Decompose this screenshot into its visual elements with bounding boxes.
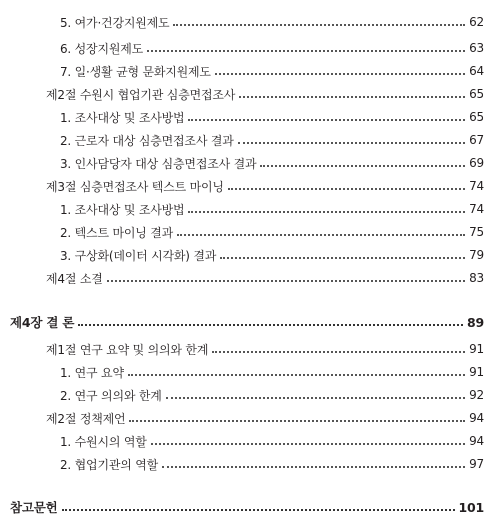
toc-entry[interactable] <box>0 199 484 219</box>
toc-chapter[interactable] <box>0 497 484 517</box>
toc-entry[interactable] <box>0 107 484 127</box>
toc-chapter-label: 참고문헌 <box>10 500 58 515</box>
dot-leader <box>188 211 465 213</box>
toc-page-number: 63 <box>469 41 484 55</box>
toc-page-number: 65 <box>469 87 484 101</box>
toc-page-number: 67 <box>469 133 484 147</box>
dot-leader <box>162 466 465 468</box>
toc-page-number: 101 <box>458 499 484 515</box>
dot-leader <box>228 188 465 190</box>
toc-page-number: 83 <box>469 271 484 285</box>
toc-section[interactable] <box>0 84 484 104</box>
toc-section[interactable] <box>0 408 484 428</box>
toc-entry[interactable] <box>0 38 484 58</box>
toc-section-label: 제4절 소결 <box>46 271 103 286</box>
toc-entry-label: 2. 연구 의의와 한계 <box>60 388 162 403</box>
dot-leader <box>212 351 465 353</box>
toc-entry-label: 1. 조사대상 및 조사방법 <box>60 110 185 125</box>
toc-entry[interactable] <box>0 12 484 32</box>
toc-chapter[interactable] <box>0 312 484 332</box>
toc-entry[interactable] <box>0 385 484 405</box>
dot-leader <box>107 280 466 282</box>
toc-section[interactable] <box>0 176 484 196</box>
toc-page-number: 94 <box>469 434 484 448</box>
toc-entry-label: 7. 일·생활 균형 문화지원제도 <box>60 64 211 79</box>
toc-entry-label: 5. 여가·건강지원제도 <box>60 15 170 30</box>
dot-leader <box>62 509 455 511</box>
toc-page-number: 91 <box>469 365 484 379</box>
toc-page-number: 65 <box>469 110 484 124</box>
toc-entry-label: 6. 성장지원제도 <box>60 41 144 56</box>
toc-entry[interactable] <box>0 222 484 242</box>
dot-leader <box>151 443 465 445</box>
dot-leader <box>260 165 465 167</box>
toc-entry-label: 2. 텍스트 마이닝 결과 <box>60 225 174 240</box>
toc-entry-label: 3. 구상화(데이터 시각화) 결과 <box>60 248 217 263</box>
toc-entry-label: 2. 협업기관의 역할 <box>60 457 159 472</box>
toc-page-number: 64 <box>469 64 484 78</box>
toc-entry[interactable] <box>0 245 484 265</box>
dot-leader <box>220 257 465 259</box>
toc-page-number: 92 <box>469 388 484 402</box>
toc-entry-label: 1. 조사대상 및 조사방법 <box>60 202 185 217</box>
toc-entry-label: 1. 수원시의 역할 <box>60 434 147 449</box>
toc-entry[interactable] <box>0 362 484 382</box>
toc-entry-label: 3. 인사담당자 대상 심층면접조사 결과 <box>60 156 257 171</box>
dot-leader <box>188 119 465 121</box>
toc-entry[interactable] <box>0 130 484 150</box>
toc-page-number: 74 <box>469 179 484 193</box>
toc-page-number: 94 <box>469 411 484 425</box>
toc-section-label: 제2절 정책제언 <box>46 411 126 426</box>
toc-section[interactable] <box>0 339 484 359</box>
toc-section-label: 제2절 수원시 협업기관 심층면접조사 <box>46 87 236 102</box>
dot-leader <box>129 420 465 422</box>
toc-entry[interactable] <box>0 454 484 474</box>
toc-entry[interactable] <box>0 61 484 81</box>
toc-entry-label: 2. 근로자 대상 심층면접조사 결과 <box>60 133 234 148</box>
toc-entry[interactable] <box>0 153 484 173</box>
toc-entry-label: 1. 연구 요약 <box>60 365 124 380</box>
toc-section-label: 제1절 연구 요약 및 의의와 한계 <box>46 342 209 357</box>
dot-leader <box>239 96 465 98</box>
dot-leader <box>177 234 465 236</box>
toc-section[interactable] <box>0 268 484 288</box>
dot-leader <box>238 142 466 144</box>
toc-page-number: 97 <box>469 457 484 471</box>
toc-page-number: 74 <box>469 202 484 216</box>
toc-page-number: 62 <box>469 15 484 29</box>
toc-page-number: 79 <box>469 248 484 262</box>
toc-page-number: 69 <box>469 156 484 170</box>
toc-section-label: 제3절 심층면접조사 텍스트 마이닝 <box>46 179 224 194</box>
dot-leader <box>78 324 463 326</box>
toc-page-number: 91 <box>469 342 484 356</box>
dot-leader <box>147 50 465 52</box>
toc-entry[interactable] <box>0 431 484 451</box>
toc-page-number: 89 <box>467 314 484 330</box>
dot-leader <box>128 374 465 376</box>
dot-leader <box>166 397 465 399</box>
dot-leader <box>173 24 465 26</box>
toc-chapter-label: 제4장 결 론 <box>10 315 75 330</box>
toc-page-number: 75 <box>469 225 484 239</box>
dot-leader <box>215 73 465 75</box>
